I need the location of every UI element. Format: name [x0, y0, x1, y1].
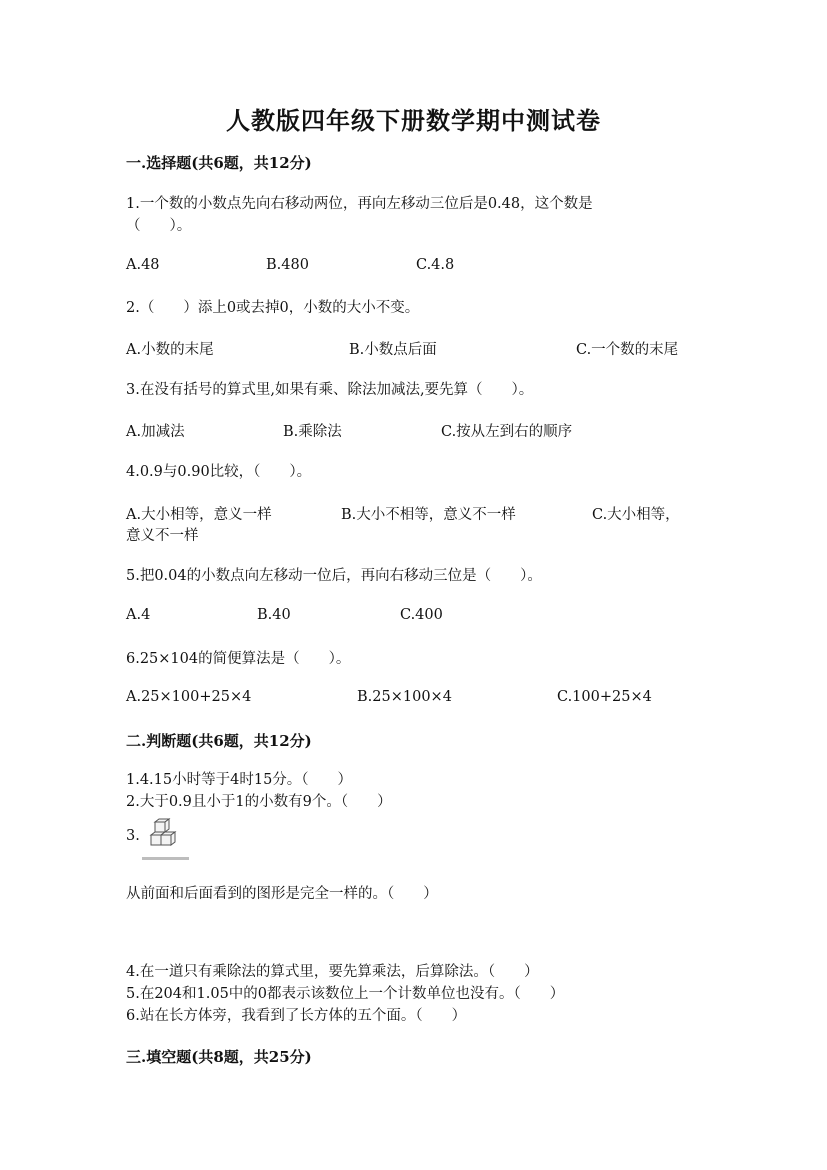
judgement-item-3-text: 从前面和后面看到的图形是完全一样的。（ ） [126, 886, 438, 902]
q4-option-c[interactable]: C.大小相等， [592, 507, 680, 523]
q4-option-c-cont: 意义不一样 [126, 528, 199, 544]
section-heading-judgement: 二.判断题(共6题，共12分) [126, 732, 312, 750]
q3-option-b[interactable]: B.乘除法 [283, 424, 342, 440]
q5-option-c[interactable]: C.400 [400, 607, 443, 623]
q3-option-a[interactable]: A.加减法 [126, 424, 185, 440]
q2-option-b[interactable]: B.小数点后面 [349, 342, 437, 358]
q6-option-b[interactable]: B.25×100×4 [357, 689, 452, 705]
question-4-text: 4.0.9与0.90比较，（ ）。 [126, 464, 312, 480]
q1-option-a[interactable]: A.48 [126, 257, 160, 273]
q5-option-a[interactable]: A.4 [126, 607, 151, 623]
judgement-item-2: 2.大于0.9且小于1的小数有9个。（ ） [126, 794, 392, 810]
q6-option-c[interactable]: C.100+25×4 [557, 689, 652, 705]
question-3-text: 3.在没有括号的算式里,如果有乘、除法加减法,要先算（ ）。 [126, 382, 534, 398]
judgement-item-4: 4.在一道只有乘除法的算式里，要先算乘法，后算除法。（ ） [126, 964, 539, 980]
page-title: 人教版四年级下册数学期中测试卷 [226, 106, 601, 135]
judgement-item-5: 5.在204和1.05中的0都表示该数位上一个计数单位也没有。（ ） [126, 986, 565, 1002]
question-5-text: 5.把0.04的小数点向左移动一位后，再向右移动三位是（ ）。 [126, 568, 542, 584]
q6-option-a[interactable]: A.25×100+25×4 [126, 689, 252, 705]
question-2-text: 2.（ ）添上0或去掉0，小数的大小不变。 [126, 300, 420, 316]
question-1-text-cont: （ ）。 [126, 218, 192, 234]
q1-option-c[interactable]: C.4.8 [416, 257, 455, 273]
question-6-text: 6.25×104的简便算法是（ ）。 [126, 651, 351, 667]
q3-option-c[interactable]: C.按从左到右的顺序 [441, 424, 573, 440]
judgement-item-3-number: 3. [126, 828, 140, 844]
q5-option-b[interactable]: B.40 [257, 607, 291, 623]
q1-option-b[interactable]: B.480 [266, 257, 309, 273]
judgement-item-6: 6.站在长方体旁，我看到了长方体的五个面。（ ） [126, 1008, 467, 1024]
q4-option-a[interactable]: A.大小相等，意义一样 [126, 507, 272, 523]
q2-option-a[interactable]: A.小数的末尾 [126, 342, 214, 358]
q2-option-c[interactable]: C.一个数的末尾 [576, 342, 679, 358]
q4-option-b[interactable]: B.大小不相等，意义不一样 [341, 507, 516, 523]
judgement-item-1: 1.4.15小时等于4时15分。（ ） [126, 772, 353, 788]
cube-stack-figure [141, 818, 191, 862]
section-heading-choice: 一.选择题(共6题，共12分) [126, 154, 312, 172]
section-heading-fill-blank: 三.填空题(共8题，共25分) [126, 1048, 312, 1066]
question-1-text: 1.一个数的小数点先向右移动两位，再向左移动三位后是0.48，这个数是 [126, 196, 593, 212]
